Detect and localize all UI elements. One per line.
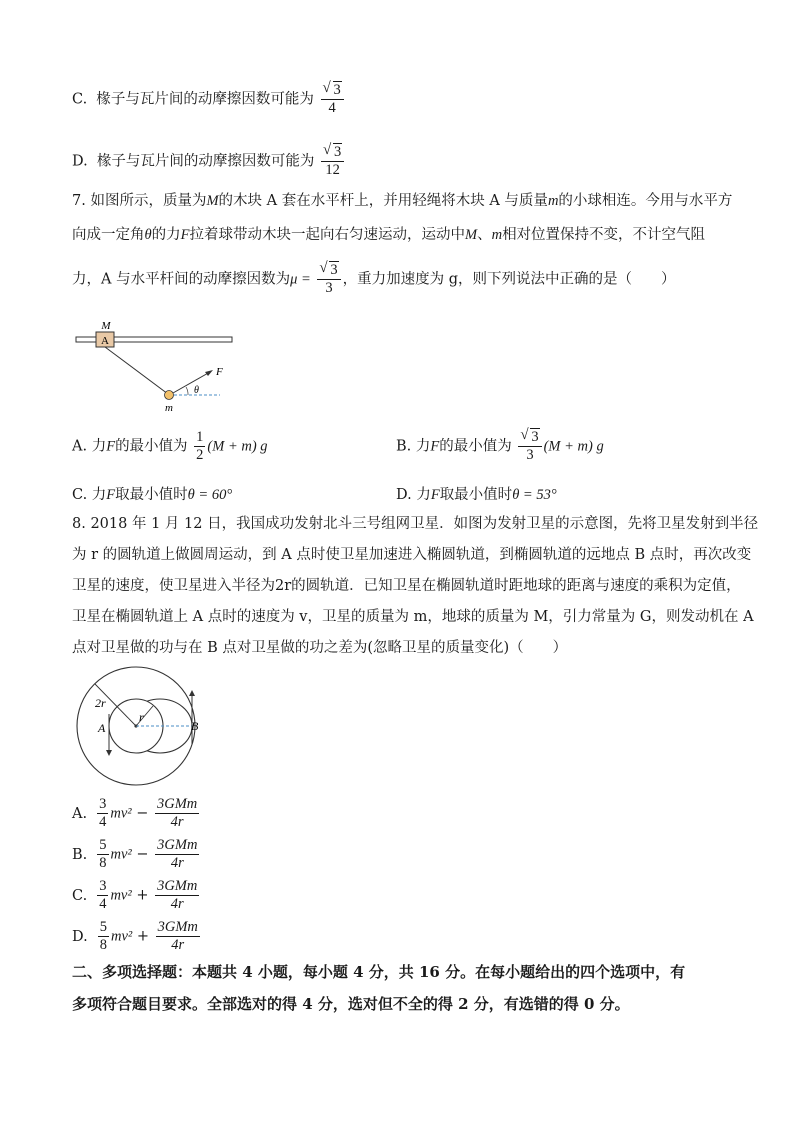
section-2-heading-line-1: 二、多项选择题：本题共 4 小题，每小题 4 分，共 16 分。在每小题给出的四个选项中，有 (72, 963, 686, 981)
theta-label: θ (194, 385, 199, 396)
q8-stem-line-5: 点对卫星做的功与在 B 点对卫星做的功之差为(忽略卫星的质量变化)（ ） (72, 640, 568, 656)
block-a-label: A (101, 335, 109, 347)
option-text: 椽子与瓦片间的动摩擦因数可能为 (96, 91, 314, 108)
q7-option-d: D. 力F取最小值时θ = 53° (396, 487, 557, 503)
ball-mass-label: m (165, 402, 173, 414)
q8-stem-line-2: 为 r 的圆轨道上做圆周运动，到 A 点时使卫星加速进入椭圆轨道，到椭圆轨道的远地点 B 点时，再次改变 (72, 547, 752, 563)
q8-option-d: D. $\frac{5}{8}$ mv² + $\frac{\text{3GMm}}{4r}$ (72, 919, 198, 953)
fraction: √ 3 4 (321, 82, 344, 117)
rope (105, 347, 168, 394)
q6-option-d: D. 椽子与瓦片间的动摩擦因数可能为 √ 3 12 (72, 144, 346, 179)
force-label: F (216, 366, 223, 378)
q7-option-c: C. 力F取最小值时θ = 60° (72, 487, 233, 503)
angle-arc (186, 387, 188, 395)
force-arrowhead (205, 370, 213, 376)
q7-stem-line-2: 向成一定角θ的力F拉着球带动木块一起向右匀速运动，运动中M、m相对位置保持不变，不计空气阻 (72, 227, 706, 243)
option-text: 椽子与瓦片间的动摩擦因数可能为 (96, 153, 315, 170)
q7-option-a: A. 力F的最小值为 $\frac{1}{2}$ (M + m) g (72, 429, 268, 463)
label-r: r (139, 710, 144, 724)
force-arrow (173, 372, 210, 393)
q8-option-c: C. $\frac{3}{4}$ mv² + $\frac{\text{3GMm}}{4r}$ (72, 878, 198, 912)
ball (165, 391, 174, 400)
q8-stem-line-3: 卫星的速度，使卫星进入半径为2r的圆轨道．已知卫星在椭圆轨道时距地球的距离与速度的乘积为定值， (72, 578, 741, 594)
velocity-b-arrowhead (189, 690, 195, 696)
mu-fraction: √ 3 3 (317, 262, 340, 297)
q7-stem-line-1: 7. 如图所示，质量为M的木块 A 套在水平杆上，并用轻绳将木块 A 与质量m的小球相连。今用与水平方 (72, 193, 733, 209)
q7-figure (70, 314, 240, 414)
q8-option-b: B. $\frac{5}{8}$ mv² − $\frac{\text{3GMm}}{4r}$ (72, 837, 198, 871)
q7-stem-line-3: 力，A 与水平杆间的动摩擦因数为μ = √ 3 3 ，重力加速度为 g，则下列说法中正确的是（ ） (72, 260, 676, 296)
label-b: B (191, 719, 199, 733)
mass-m-label: M (101, 320, 111, 332)
q8-stem-line-4: 卫星在椭圆轨道上 A 点时的速度为 v，卫星的质量为 m，地球的质量为 M，引力常量为 G，则发动机在 A (72, 609, 754, 625)
section-2-heading-line-2: 多项符合题目要求。全部选对的得 4 分，选对但不全的得 2 分，有选错的得 0 分。 (72, 995, 630, 1013)
q6-option-c: C. 椽子与瓦片间的动摩擦因数可能为 √ 3 4 (72, 82, 346, 117)
label-a: A (98, 721, 106, 735)
q8-stem-line-1: 8. 2018 年 1 月 12 日，我国成功发射北斗三号组网卫星．如图为发射卫星的示意图，先将卫星发射到半径 (72, 516, 759, 532)
fraction: √ 3 12 (321, 144, 344, 179)
q8-option-a: A. $\frac{3}{4}$ mv² − $\frac{\text{3GMm}}{4r}$ (72, 796, 198, 830)
q8-figure (68, 664, 208, 788)
label-2r: 2r (95, 696, 106, 710)
velocity-a-arrowhead (106, 750, 112, 756)
q7-option-b: B. 力F的最小值为 √ 3 3 (M + m) g (396, 427, 604, 463)
